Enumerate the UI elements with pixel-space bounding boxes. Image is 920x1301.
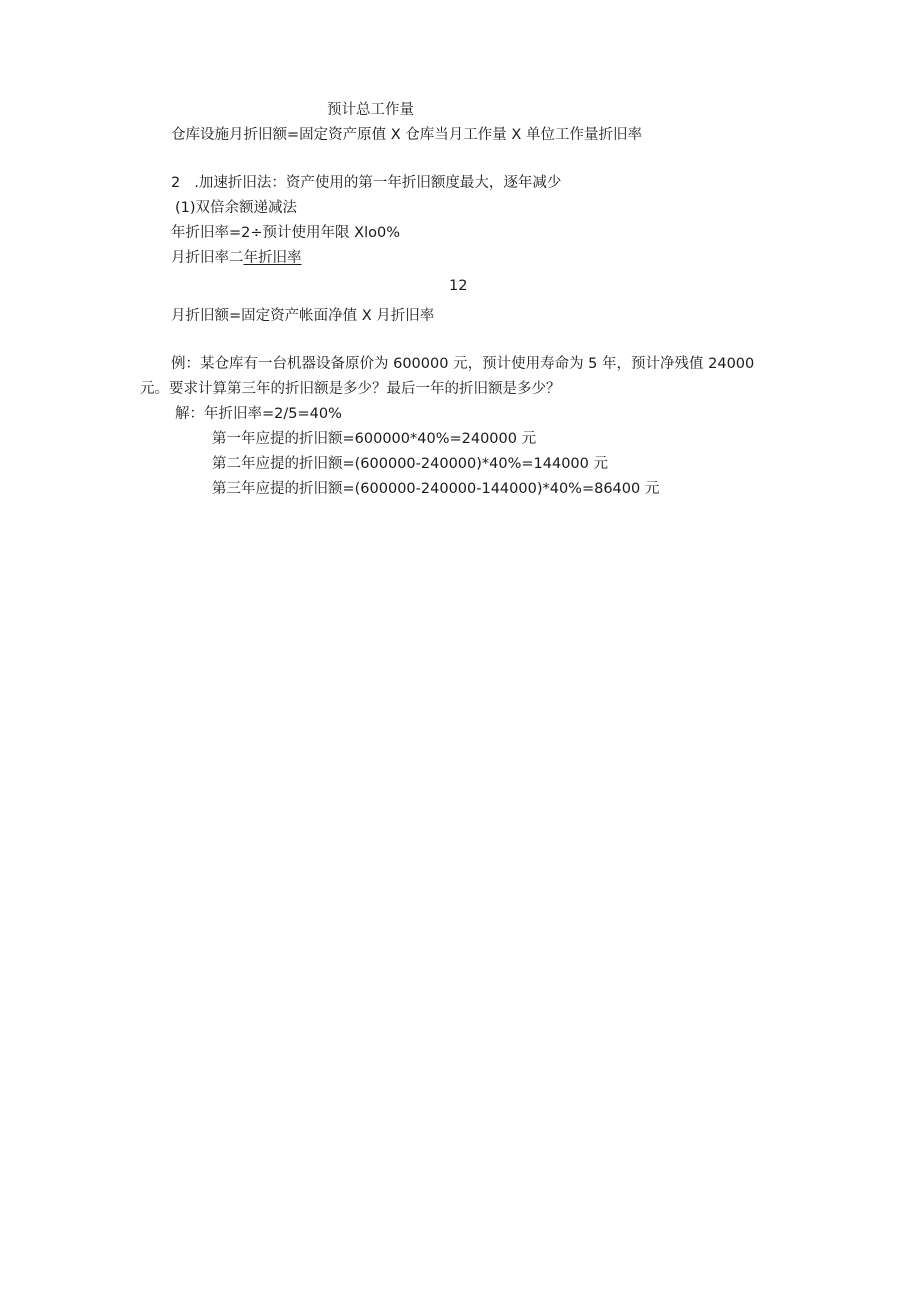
monthly-rate-numerator: 年折旧率 — [243, 250, 302, 266]
monthly-depreciation-formula: 月折旧额=固定资产帐面净值 X 月折旧率 — [171, 308, 435, 324]
example-line-1: 例：某仓库有一台机器设备原价为 600000 元，预计使用寿命为 5 年，预计净残值 24000 — [171, 356, 755, 372]
solution-year1: 第一年应提的折旧额=600000*40%=240000 元 — [212, 431, 537, 447]
example-line-2: 元。要求计算第三年的折旧额是多少？最后一年的折旧额是多少？ — [140, 381, 561, 397]
formula-monthly-workload: 仓库设施月折旧额=固定资产原值 X 仓库当月工作量 X 单位工作量折旧率 — [171, 127, 642, 143]
subsection1-heading: (1)双倍余额递减法 — [175, 200, 298, 216]
monthly-rate-formula — [171, 248, 302, 268]
section2-heading — [171, 173, 561, 193]
solution-year2: 第二年应提的折旧额=(600000-240000)*40%=144000 元 — [212, 456, 608, 472]
section2-number: 2 — [171, 175, 181, 191]
monthly-rate-denominator: 12 — [449, 278, 468, 294]
solution-year3: 第三年应提的折旧额=(600000-240000-144000)*40%=86400 元 — [212, 481, 660, 497]
section2-text: .加速折旧法：资产使用的第一年折旧额度最大，逐年减少 — [194, 175, 562, 191]
formula-denominator: 预计总工作量 — [327, 102, 414, 118]
solution-intro: 解：年折旧率=2/5=40% — [175, 406, 342, 422]
annual-rate-formula: 年折旧率=2÷预计使用年限 Xlo0% — [171, 225, 400, 241]
monthly-rate-prefix: 月折旧率二 — [171, 250, 244, 266]
